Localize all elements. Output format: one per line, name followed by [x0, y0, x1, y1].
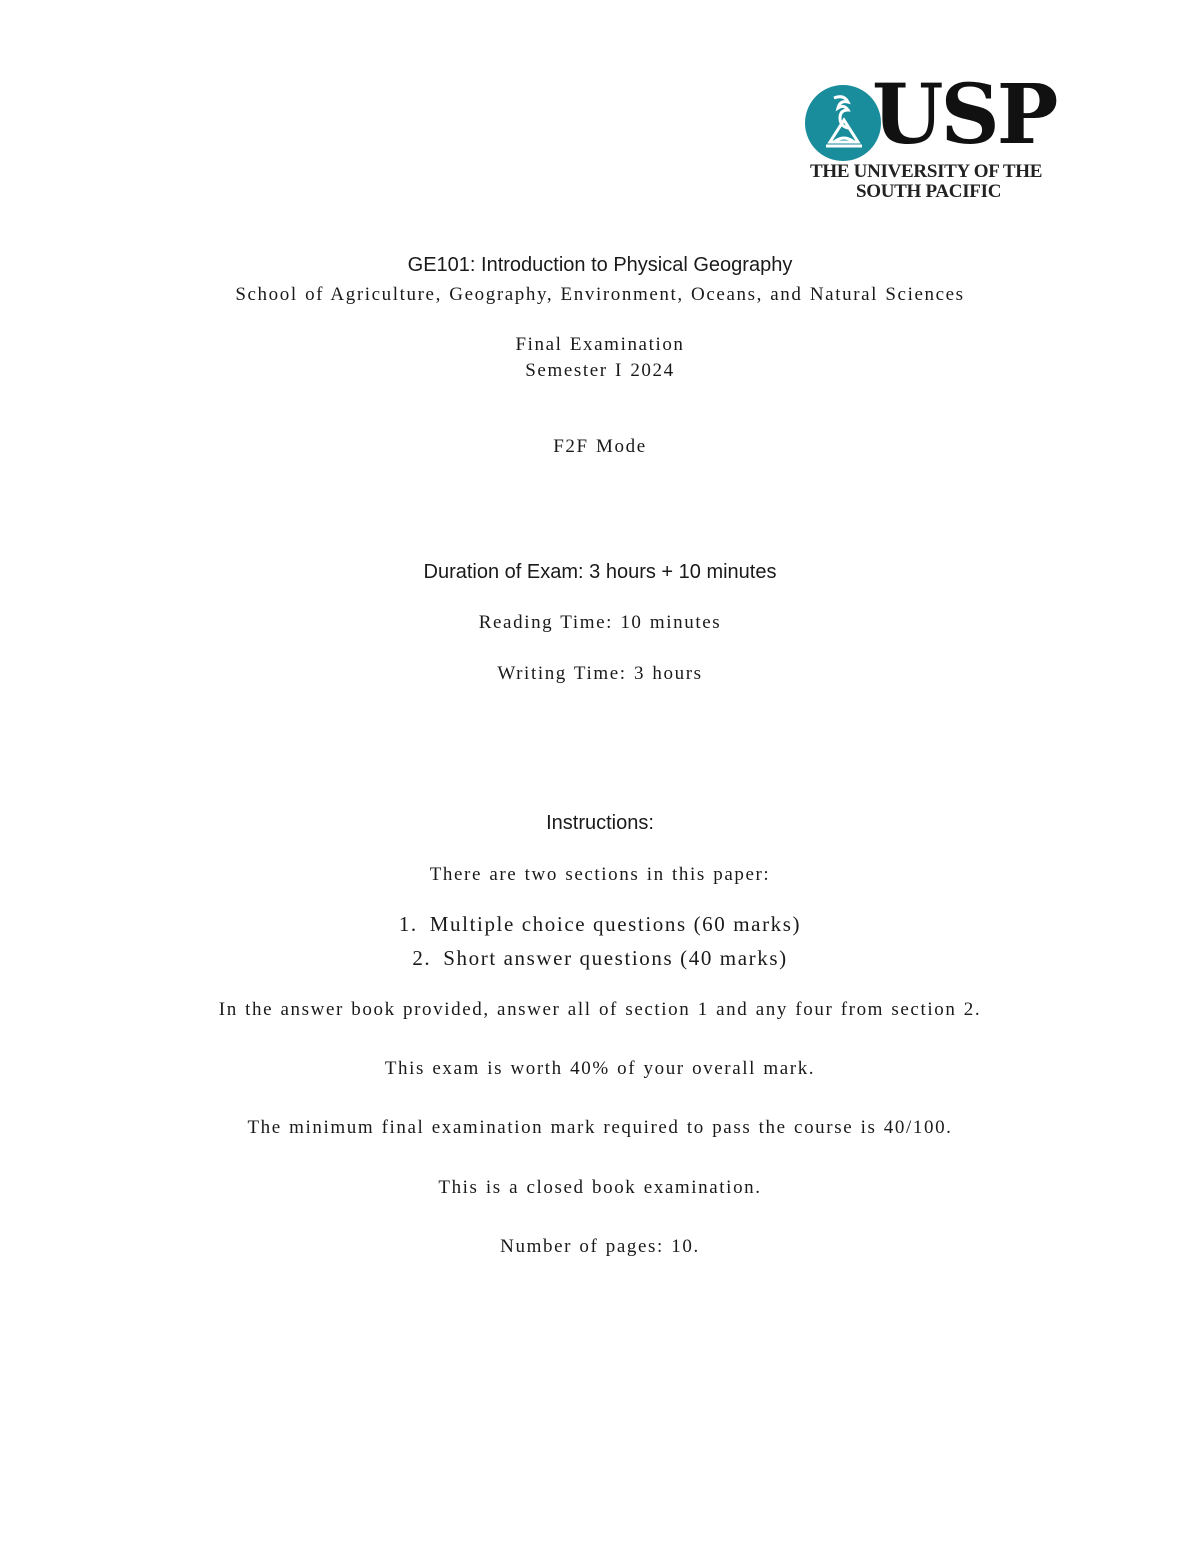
section-text: Multiple choice questions (60 marks): [429, 912, 802, 936]
exam-worth: This exam is worth 40% of your overall mark.: [384, 1058, 816, 1079]
instructions-heading: Instructions:: [546, 812, 654, 834]
reading-time: Reading Time: 10 minutes: [478, 612, 722, 633]
section-number: 2.: [412, 946, 432, 970]
usp-logo: [804, 67, 1066, 204]
exam-type: Final Examination: [515, 334, 685, 355]
minimum-mark: The minimum final examination mark required to pass the course is 40/100.: [247, 1117, 953, 1138]
section-text: Short answer questions (40 marks): [443, 946, 788, 970]
section-list-item: [0, 946, 1200, 971]
exam-duration: Duration of Exam: 3 hours + 10 minutes: [423, 561, 777, 583]
university-name-line-1: THE UNIVERSITY OF THE: [810, 161, 1043, 182]
instructions-intro: There are two sections in this paper:: [429, 864, 771, 885]
course-title: GE101: Introduction to Physical Geography: [407, 254, 793, 276]
usp-seal-icon: [804, 84, 882, 162]
exam-mode: F2F Mode: [553, 436, 647, 457]
section-list-item: [0, 912, 1200, 937]
closed-book-note: This is a closed book examination.: [438, 1177, 762, 1198]
school-name: School of Agriculture, Geography, Environment, Oceans, and Natural Sciences: [235, 284, 965, 305]
section-number: 1.: [398, 912, 418, 936]
university-name-line-2: SOUTH PACIFIC: [856, 181, 1002, 202]
answer-note: In the answer book provided, answer all of section 1 and any four from section 2.: [218, 999, 982, 1020]
usp-wordmark: USP: [872, 67, 1056, 163]
semester: Semester I 2024: [525, 360, 675, 381]
page-count: Number of pages: 10.: [500, 1236, 700, 1257]
writing-time: Writing Time: 3 hours: [497, 663, 703, 684]
